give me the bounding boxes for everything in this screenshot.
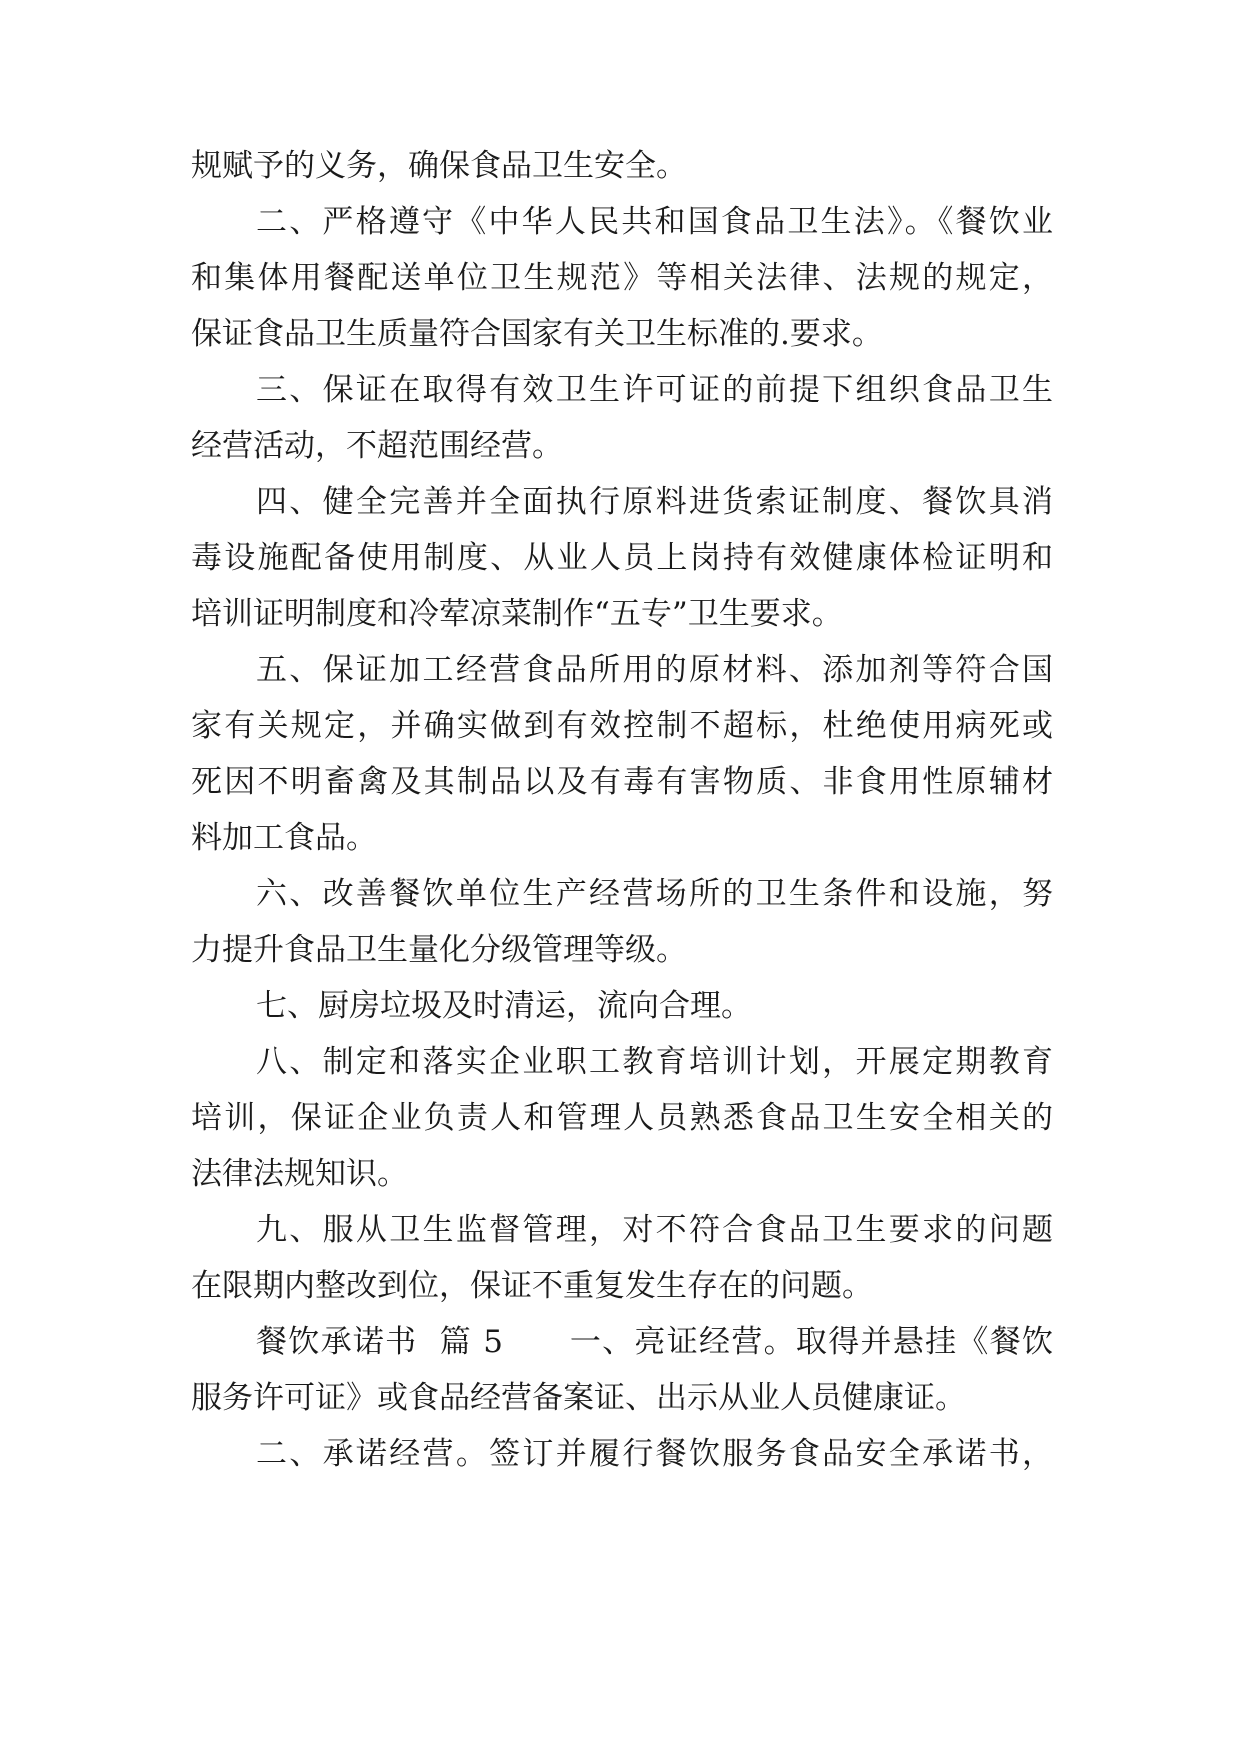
text-line-16: 七、厨房垃圾及时清运，流向合理。 xyxy=(256,988,752,1024)
text-line-3: 和集体用餐配送单位卫生规范》等相关法律、法规的规定， xyxy=(191,260,1053,296)
text-line-15: 力提升食品卫生量化分级管理等级。 xyxy=(191,932,687,968)
text-line-5: 三、保证在取得有效卫生许可证的前提下组织食品卫生 xyxy=(256,372,1053,408)
text-line-11: 家有关规定，并确实做到有效控制不超标，杜绝使用病死或 xyxy=(191,708,1053,744)
text-line-17: 八、制定和落实企业职工教育培训计划，开展定期教育 xyxy=(256,1044,1053,1080)
text-line-6: 经营活动，不超范围经营。 xyxy=(191,428,563,464)
text-line-23: 服务许可证》或食品经营备案证、出示从业人员健康证。 xyxy=(191,1380,966,1416)
text-line-18: 培训，保证企业负责人和管理人员熟悉食品卫生安全相关的 xyxy=(191,1100,1053,1136)
text-line-1: 规赋予的义务，确保食品卫生安全。 xyxy=(191,148,687,184)
text-line-20: 九、服从卫生监督管理，对不符合食品卫生要求的问题 xyxy=(256,1212,1053,1248)
text-line-24: 二、承诺经营。签订并履行餐饮服务食品安全承诺书， xyxy=(256,1436,1053,1472)
text-line-8: 毒设施配备使用制度、从业人员上岗持有效健康体检证明和 xyxy=(191,540,1053,576)
text-line-9: 培训证明制度和冷荤凉菜制作“五专”卫生要求。 xyxy=(191,596,843,632)
text-line-21: 在限期内整改到位，保证不重复发生存在的问题。 xyxy=(191,1268,873,1304)
text-line-12: 死因不明畜禽及其制品以及有毒有害物质、非食用性原辅材 xyxy=(191,764,1053,800)
text-line-22: 餐饮承诺书 篇 5 一、亮证经营。取得并悬挂《餐饮 xyxy=(256,1324,1053,1360)
text-line-13: 料加工食品。 xyxy=(191,820,377,856)
text-line-10: 五、保证加工经营食品所用的原材料、添加剂等符合国 xyxy=(256,652,1053,688)
text-line-2: 二、严格遵守《中华人民共和国食品卫生法》。《餐饮业 xyxy=(256,204,1053,240)
text-line-14: 六、改善餐饮单位生产经营场所的卫生条件和设施，努 xyxy=(256,876,1053,912)
text-line-7: 四、健全完善并全面执行原料进货索证制度、餐饮具消 xyxy=(256,484,1053,520)
text-line-19: 法律法规知识。 xyxy=(191,1156,408,1192)
text-line-4: 保证食品卫生质量符合国家有关卫生标准的.要求。 xyxy=(191,316,883,352)
